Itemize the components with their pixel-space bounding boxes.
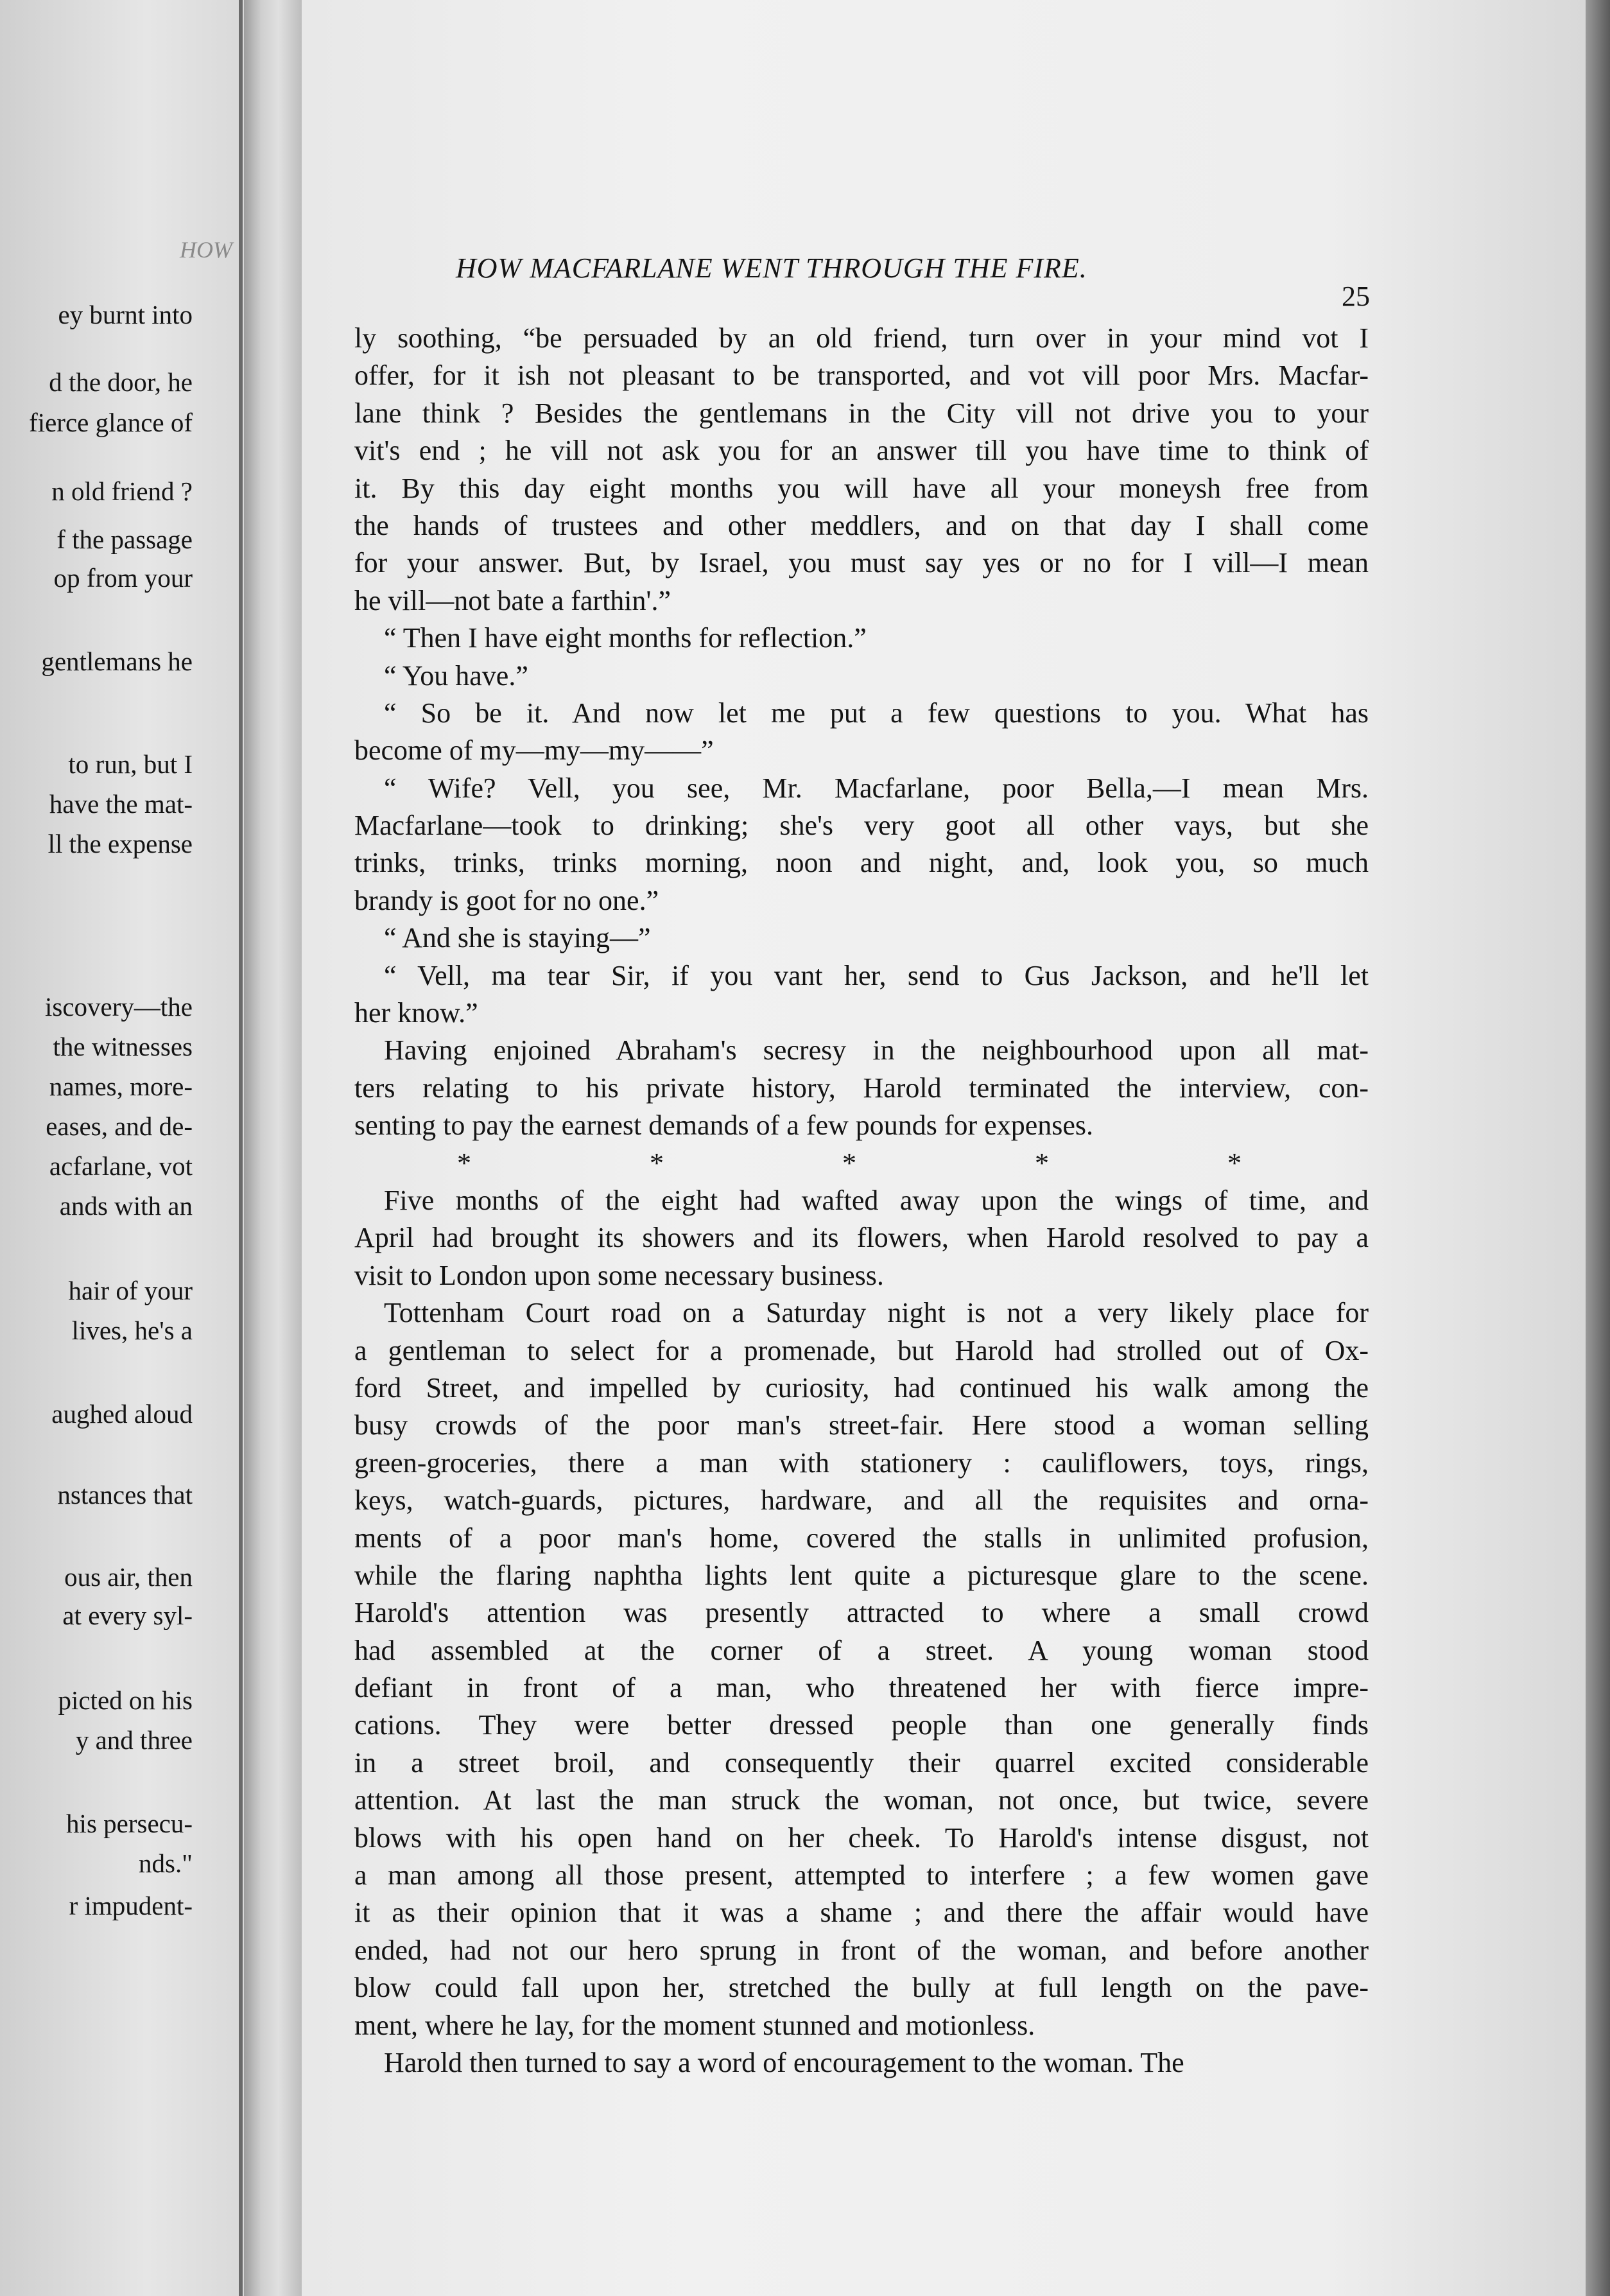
text-line: cations. They were better dressed people than one generally finds (354, 1709, 1369, 1741)
facing-page-line: his persecu- (66, 1809, 193, 1838)
text-line: ly soothing, “be persuaded by an old friend, turn over in your mind vot I (354, 322, 1369, 354)
body-text (354, 320, 1369, 2082)
text-line: become of my—my—my——” (354, 735, 714, 767)
text-line: ters relating to his private history, Harold terminated the interview, con- (354, 1072, 1369, 1104)
facing-page-line: op from your (53, 563, 193, 593)
asterisk: * (1227, 1147, 1242, 1179)
text-line: vit's end ; he vill not ask you for an answer till you have time to think of (354, 435, 1369, 467)
text-line: while the flaring naphtha lights lent quite a picturesque glare to the scene. (354, 1559, 1369, 1591)
facing-page-line: to run, but I (68, 749, 193, 779)
page-number: 25 (1342, 281, 1370, 312)
facing-page-line: f the passage (56, 525, 193, 554)
text-line: Having enjoined Abraham's secresy in the neighbourhood upon all mat- (384, 1034, 1369, 1066)
text-line: blow could fall upon her, stretched the bully at full length on the pave- (354, 1972, 1369, 2004)
text-line: senting to pay the earnest demands of a few pounds for expenses. (354, 1109, 1094, 1142)
text-line: Macfarlane—took to drinking; she's very goot all other vays, but she (354, 810, 1369, 842)
facing-page-line: the witnesses (53, 1032, 193, 1061)
text-line: it. By this day eight months you will have all your moneysh free from (354, 472, 1369, 504)
text-line: blows with his open hand on her cheek. To Harold's intense disgust, not (354, 1822, 1369, 1854)
facing-page-line: ll the expense (48, 829, 193, 858)
asterisk: * (650, 1147, 664, 1179)
page-edge (1586, 0, 1610, 2296)
facing-page-line: nds." (139, 1848, 193, 1878)
text-line: Harold then turned to say a word of encouragement to the woman. The (384, 2046, 1184, 2078)
facing-page-line: picted on his (58, 1685, 193, 1715)
text-line: ended, had not our hero sprung in front of the woman, and before another (354, 1934, 1369, 1966)
text-line: offer, for it ish not pleasant to be transported, and vot vill poor Mrs. Macfar- (354, 360, 1369, 392)
text-line: Five months of the eight had wafted away upon the wings of time, and (384, 1184, 1369, 1216)
text-line: green-groceries, there a man with stationery : cauliflowers, toys, rings, (354, 1447, 1369, 1479)
text-line: brandy is goot for no one.” (354, 884, 659, 916)
facing-page-line: aughed aloud (51, 1399, 193, 1429)
text-line: trinks, trinks, trinks morning, noon and night, and, look you, so much (354, 847, 1369, 879)
asterisk: * (1035, 1147, 1049, 1179)
facing-page-line: nstances that (57, 1480, 193, 1509)
facing-page-line: fierce glance of (29, 408, 193, 437)
facing-page-line: ous air, then (64, 1562, 193, 1592)
text-line: it as their opinion that it was a shame ; and there the affair would have (354, 1897, 1369, 1929)
text-line: had assembled at the corner of a street. A young woman stood (354, 1634, 1369, 1666)
text-line: “ You have.” (384, 659, 528, 691)
facing-page-line: y and three (75, 1725, 193, 1755)
facing-page-line: names, more- (49, 1072, 193, 1101)
text-line: he vill—not bate a farthin'.” (354, 584, 671, 616)
facing-page-fragment (0, 0, 244, 2296)
facing-page-line: acfarlane, vot (49, 1151, 193, 1181)
running-head: HOW MACFARLANE WENT THROUGH THE FIRE. (456, 252, 1087, 284)
text-line: for your answer. But, by Israel, you must say yes or no for I vill—I mean (354, 547, 1369, 579)
text-line: her know.” (354, 997, 478, 1029)
asterisk: * (457, 1147, 471, 1179)
facing-page-line: hair of your (68, 1276, 193, 1305)
facing-page-line: gentlemans he (41, 647, 193, 676)
text-line: “ So be it. And now let me put a few questions to you. What has (384, 697, 1369, 729)
facing-page-line: at every syl- (62, 1601, 193, 1630)
text-line: lane think ? Besides the gentlemans in the City vill not drive you to your (354, 397, 1369, 429)
text-line: ment, where he lay, for the moment stunned and motionless. (354, 2009, 1035, 2041)
text-line: busy crowds of the poor man's street-fair. Here stood a woman selling (354, 1409, 1369, 1441)
text-line: “ Then I have eight months for reflection.” (384, 622, 867, 654)
text-line: a gentleman to select for a promenade, but Harold had strolled out of Ox- (354, 1334, 1369, 1366)
text-line: in a street broil, and consequently their quarrel excited considerable (354, 1746, 1369, 1779)
book-gutter (244, 0, 302, 2296)
facing-page-line: iscovery—the (45, 992, 193, 1022)
text-line: keys, watch-guards, pictures, hardware, and all the requisites and orna- (354, 1484, 1369, 1517)
text-line: ford Street, and impelled by curiosity, had continued his walk among the (354, 1371, 1369, 1404)
facing-page-line: d the door, he (49, 367, 193, 397)
text-line: defiant in front of a man, who threatened her with fierce impre- (354, 1672, 1369, 1704)
facing-page-line: lives, he's a (71, 1316, 193, 1345)
asterisk: * (842, 1147, 856, 1179)
facing-page-line: have the mat- (49, 789, 193, 819)
section-break-asterisks (354, 1145, 1369, 1182)
facing-page-header-fragment: HOW (180, 237, 232, 263)
text-line: attention. At last the man struck the woman, not once, but twice, severe (354, 1784, 1369, 1816)
text-line: Tottenham Court road on a Saturday night is not a very likely place for (384, 1297, 1369, 1329)
text-line: April had brought its showers and its flowers, when Harold resolved to pay a (354, 1222, 1369, 1254)
text-line: “ And she is staying—” (384, 922, 651, 954)
text-line: “ Wife? Vell, you see, Mr. Macfarlane, poor Bella,—I mean Mrs. (384, 772, 1369, 804)
facing-page-line: eases, and de- (46, 1111, 193, 1141)
text-line: a man among all those present, attempted to interfere ; a few women gave (354, 1859, 1369, 1892)
text-line: Harold's attention was presently attracted to where a small crowd (354, 1597, 1369, 1629)
facing-page-line: n old friend ? (51, 476, 193, 506)
facing-page-line: ey burnt into (58, 300, 193, 329)
gutter-shadow (239, 0, 243, 2296)
facing-page-line: r impudent- (69, 1891, 193, 1920)
text-line: the hands of trustees and other meddlers, and on that day I shall come (354, 509, 1369, 541)
text-line: visit to London upon some necessary business. (354, 1259, 884, 1291)
text-line: “ Vell, ma tear Sir, if you vant her, send to Gus Jackson, and he'll let (384, 959, 1369, 991)
text-line: ments of a poor man's home, covered the stalls in unlimited profusion, (354, 1522, 1369, 1554)
facing-page-line: ands with an (59, 1191, 193, 1221)
